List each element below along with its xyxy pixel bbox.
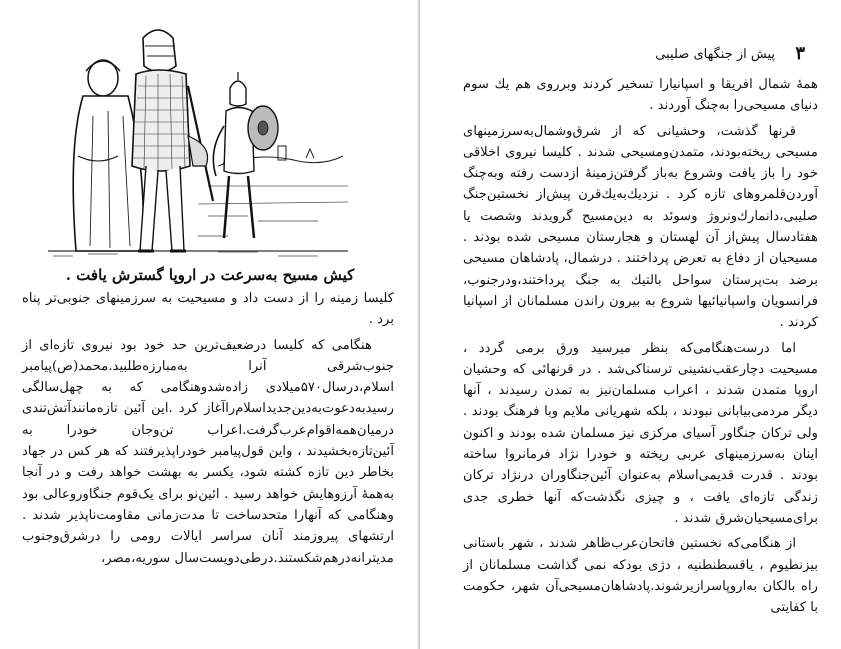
- right-page-body: [463, 74, 818, 622]
- knights-illustration: [48, 16, 348, 264]
- mailed-knight-figure: [132, 30, 213, 251]
- right-page: [420, 0, 841, 649]
- paragraph: همهٔ شمال افریقا و اسپانیارا تسخیر کردند وبرروی هم یك سوم دنیای مسیحی‌را به‌چنگ آوردند .: [463, 77, 818, 114]
- illustration-caption: کیش مسیح به‌سرعت در اروپا گسترش یافت .: [65, 266, 355, 284]
- running-title: پیش از جنگهای صلیبی: [655, 47, 775, 62]
- page-number: ۳: [795, 43, 805, 64]
- paragraph: از هنگامی‌که نخستین فاتحان‌عرب‌ظاهر شدند ، شهر باستانی بیزنطیوم ، یاقسطنطنیه ، دژی بود‌که نمی گذاشت مسلمانان از راه بالکان به‌اروپاسرازیرشوند.پادشاهان‌مسیحی‌آن شهر، حکومت با کفایتی: [463, 536, 818, 616]
- paragraph: کلیسا زمینه را از دست داد و مسیحیت به سرزمینهای جنوبی‌تر پناه برد .: [22, 291, 394, 328]
- paragraph: اما درست‌هنگامی‌که بنظر میرسید ورق برمی گردد ، مسیحیت دچارعقب‌نشینی ترسناکی‌شد . در قرنهائی که وحشیان اروپا متمدن شدند ، اعراب مسلمان‌نیز به تمدن رسیدند ، آنها دیگر مردمی‌بیابانی نبودند ، بلکه شهریانی ملایم وبا فرهنگ بودند . ولی ترکان جنگاور آسیای مرکزی نیز مسلمان شده بودند و اکنون اینان به‌سرزمینهای عربی ریخته و خودرا نژاد فرمانروا ساخته بودند . قدرت قدیمی‌اسلام به‌عنوان آئین‌جنگاوران درنژاد ترکان زندگی تازه‌ای یافت ، و چیزی نگذشت‌که آنها خطری جدی برای‌مسیحیان‌شرق شدند .: [463, 340, 818, 526]
- running-head: [475, 43, 805, 69]
- paragraph: قرنها گذشت، وحشیانی که از شرق‌وشمال‌به‌سرزمینهای مسیحی ریخته‌بودند، متمدن‌ومسیحی شدند . کلیسا نیروی اخلاقی خود را باز یافت وشروع به‌باز گرفتن‌زمینهٔ ازدست رفته وبه‌چنگ آوردن‌قلمروهای تازه کرد . نزدیك‌به‌یك‌قرن پیش‌از نخستین‌جنگ صلیبی،دانمارك‌ونروژ وسوئد به دین‌مسیح گرویدند وشصت یا هفتادسال پیش‌از آن لهستان و هجارستان مسیحی شده بودند . مسیحیان از دفاع به تعرض پرداختند . درشمال، پادشاهان مسیحی برضد بت‌پرستان سواحل بالتیك به جنگ پرداختند،ودرجنوب، فرانسویان واسپانیائیها شروع به بیرون راندن مسلمانان از اسپانیا کردند .: [463, 123, 818, 331]
- paragraph: هنگامی که کلیسا درضعیف‌ترین حد خود بود نیروی تازه‌ای از جنوب‌شرقی آنرا به‌مبارزه‌طلبید.محمد(ص)پیامبر اسلام،درسال۵۷۰میلادی زاده‌شدوهنگامی که به چهل‌سالگی رسیدبه‌دعوت‌به‌دین‌جدیداسلام‌راآغاز کرد .این آئین تازه‌مانندآتش‌تندی درمیان‌همه‌اقوام‌عرب‌گرفت.اعراب تن‌وجان خودرا به آئین‌تازه‌بخشیدند ، واین قول‌پیامبر خودراپذیرفتند که هر کس در جهاد بخاطر دین تازه کشته شود، یکسر به بهشت خواهد رفت و در آنجا به‌همهٔ آرزوهایش خواهد رسید . ائین‌نو برای یک‌قوم جنگاور‌وعالی بود وهنگامی که آنهارا متحدساخت تا مدت‌زمانی مقاومت‌ناپذیر شدند . ارتشهای پیروزمند آنان سراسر ایالات رومی را درشرق‌وجنوب مدیترانه‌درهم‌شکستند.درطی‌دویست‌سال سوریه،مصر،: [22, 337, 394, 566]
- shield-knight-figure: [213, 72, 278, 238]
- left-page: [0, 0, 420, 649]
- left-page-body: [22, 288, 394, 573]
